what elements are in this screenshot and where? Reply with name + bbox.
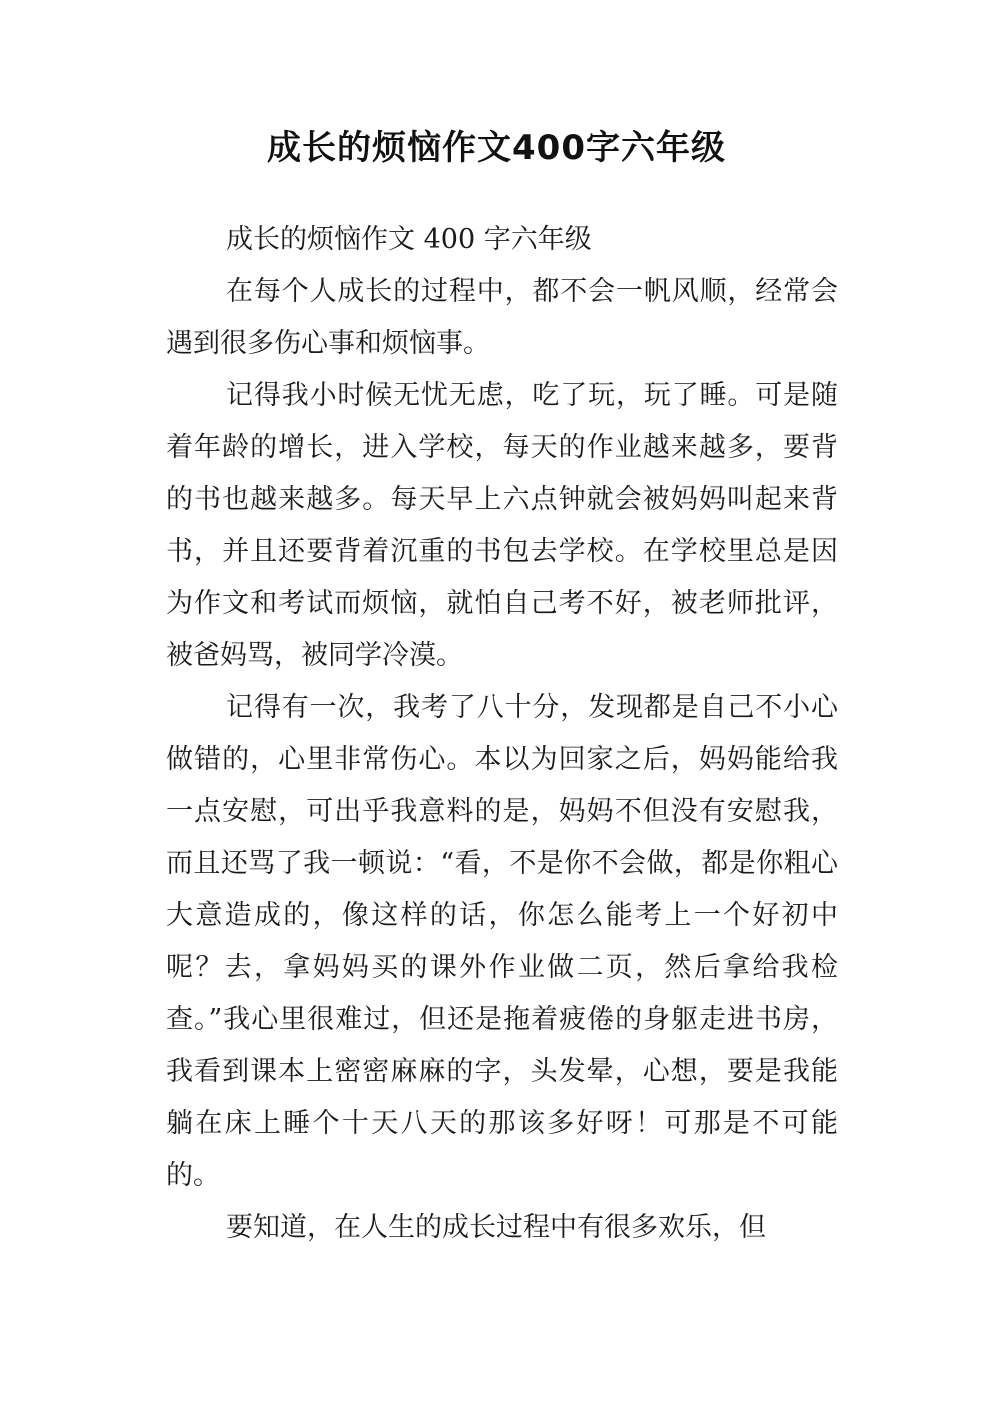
paragraph-childhood: 记得我小时候无忧无虑，吃了玩，玩了睡。可是随着年龄的增长，进入学校，每天的作业越来越多，要背的书也越来越多。每天早上六点钟就会被妈妈叫起来背书，并且还要背着沉重的书包去学校。在学校里总是因为作文和考试而烦恼，就怕自己考不好，被老师批评，被爸妈骂，被同学冷漠。 xyxy=(166,380,838,671)
paragraph-subtitle: 成长的烦恼作文 400 字六年级 xyxy=(226,224,592,255)
paragraph-exam-story: 记得有一次，我考了八十分，发现都是自己不小心做错的，心里非常伤心。本以为回家之后，妈妈能给我一点安慰，可出乎我意料的是，妈妈不但没有安慰我，而且还骂了我一顿说：“看，不是你不会做，都是你粗心大意造成的，像这样的话，你怎么能考上一个好初中呢？去，拿妈妈买的课外作业做二页，然后拿给我检查。”我心里很难过，但还是拖着疲倦的身躯走进书房，我看到课本上密密麻麻的字，头发晕，心想，要是我能躺在床上睡个十天八天的那该多好呀！可那是不可能的。 xyxy=(166,692,838,1191)
document-title: 成长的烦恼作文400字六年级 xyxy=(267,128,726,168)
paragraph-conclusion: 要知道，在人生的成长过程中有很多欢乐，但 xyxy=(226,1212,766,1243)
document-body xyxy=(166,214,838,1254)
paragraph-intro: 在每个人成长的过程中，都不会一帆风顺，经常会遇到很多伤心事和烦恼事。 xyxy=(166,276,838,359)
